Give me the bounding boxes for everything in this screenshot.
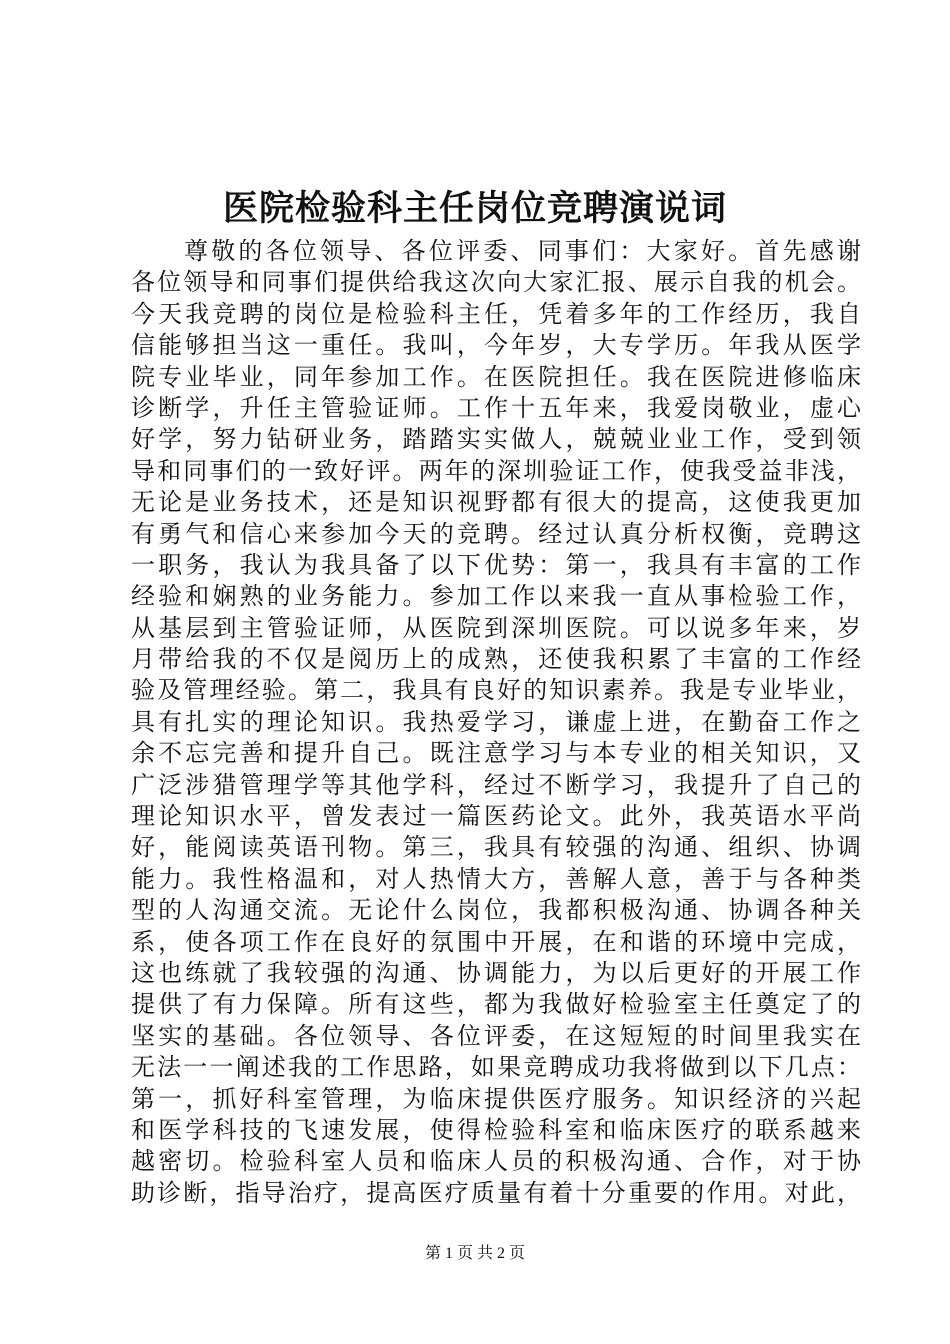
body-text-line: 今天我竞聘的岗位是检验科主任，凭着多年的工作经历，我自 — [131, 299, 861, 328]
body-text-line: 诊断学，升任主管验证师。工作十五年来，我爱岗敬业，虚心 — [131, 393, 861, 422]
body-text-line: 好学，努力钻研业务，踏踏实实做人，兢兢业业工作，受到领 — [131, 425, 861, 454]
body-text-line: 广泛涉猎管理学等其他学科，经过不断学习，我提升了自己的 — [131, 770, 861, 799]
body-text-line: 无论是业务技术，还是知识视野都有很大的提高，这使我更加 — [131, 488, 861, 517]
body-text-line: 系，使各项工作在良好的氛围中开展，在和谐的环境中完成， — [131, 927, 861, 956]
body-text-line: 验及管理经验。第二，我具有良好的知识素养。我是专业毕业， — [131, 676, 861, 705]
body-text-line: 越密切。检验科室人员和临床人员的积极沟通、合作，对于协 — [131, 1147, 861, 1176]
body-text-line: 一职务，我认为我具备了以下优势：第一，我具有丰富的工作 — [131, 550, 861, 579]
document-title: 医院检验科主任岗位竞聘演说词 — [222, 188, 727, 229]
body-text-line: 具有扎实的理论知识。我热爱学习，谦虚上进，在勤奋工作之 — [131, 707, 861, 736]
body-text-line: 型的人沟通交流。无论什么岗位，我都积极沟通、协调各种关 — [131, 896, 861, 925]
document-body — [131, 236, 861, 1209]
body-text-line: 院专业毕业，同年参加工作。在医院担任。我在医院进修临床 — [131, 362, 861, 391]
body-text-line: 信能够担当这一重任。我叫，今年岁，大专学历。年我从医学 — [131, 331, 861, 360]
body-text-line: 导和同事们的一致好评。两年的深圳验证工作，使我受益非浅， — [131, 456, 861, 485]
body-text-line: 月带给我的不仅是阅历上的成熟，还使我积累了丰富的工作经 — [131, 645, 861, 674]
body-text-line: 从基层到主管验证师，从医院到深圳医院。可以说多年来，岁 — [131, 613, 861, 642]
body-text-line: 这也练就了我较强的沟通、协调能力，为以后更好的开展工作 — [131, 958, 861, 987]
body-text-line: 尊敬的各位领导、各位评委、同事们：大家好。首先感谢 — [184, 237, 861, 265]
body-text-line: 无法一一阐述我的工作思路，如果竞聘成功我将做到以下几点： — [131, 1053, 861, 1082]
body-text-line: 有勇气和信心来参加今天的竞聘。经过认真分析权衡，竞聘这 — [131, 519, 861, 548]
body-text-line: 能力。我性格温和，对人热情大方，善解人意，善于与各种类 — [131, 864, 861, 893]
page-number-footer: 第 1 页 共 2 页 — [424, 1245, 525, 1262]
body-text-line: 提供了有力保障。所有这些，都为我做好检验室主任奠定了的 — [131, 990, 861, 1019]
body-text-line: 第一，抓好科室管理，为临床提供医疗服务。知识经济的兴起 — [131, 1084, 861, 1113]
body-text-line: 各位领导和同事们提供给我这次向大家汇报、展示自我的机会。 — [131, 268, 861, 297]
body-text-line: 经验和娴熟的业务能力。参加工作以来我一直从事检验工作， — [131, 582, 861, 611]
body-text-line: 助诊断，指导治疗，提高医疗质量有着十分重要的作用。对此， — [131, 1178, 861, 1207]
body-text-line: 理论知识水平，曾发表过一篇医药论文。此外，我英语水平尚 — [131, 802, 861, 831]
body-text-line: 和医学科技的飞速发展，使得检验科室和临床医疗的联系越来 — [131, 1115, 861, 1144]
body-text-line: 好，能阅读英语刊物。第三，我具有较强的沟通、组织、协调 — [131, 833, 861, 862]
body-text-line: 余不忘完善和提升自己。既注意学习与本专业的相关知识，又 — [131, 739, 861, 768]
body-text-line: 坚实的基础。各位领导、各位评委，在这短短的时间里我实在 — [131, 1021, 861, 1050]
